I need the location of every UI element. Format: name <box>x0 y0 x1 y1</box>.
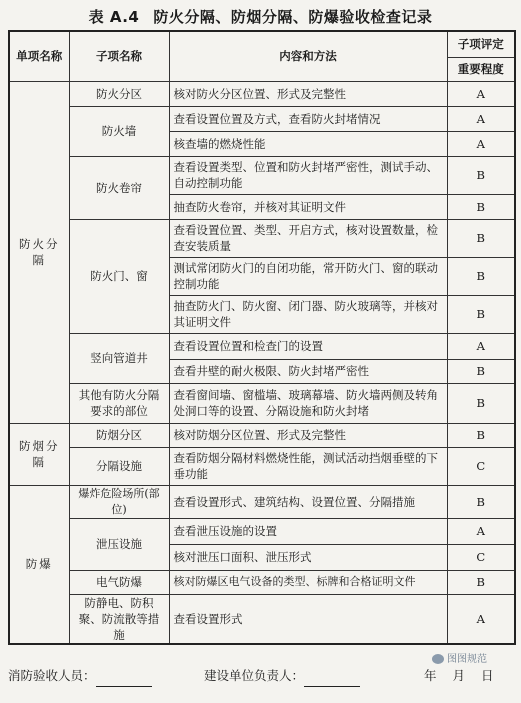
content-cell: 抽查防火门、防火窗、闭门器、防火玻璃等，并核对其证明文件 <box>169 295 447 333</box>
content-cell: 查看设置位置及方式，查看防火封堵情况 <box>169 106 447 131</box>
content-cell: 核对泄压口面积、泄压形式 <box>169 544 447 570</box>
subitem-cell: 防静电、防积聚、防流散等措施 <box>69 594 169 644</box>
owner-blank <box>304 672 360 687</box>
table-number: 表 A.4 <box>88 8 140 26</box>
level-cell: A <box>447 518 515 544</box>
subitem-cell: 泄压设施 <box>69 518 169 570</box>
level-cell: B <box>447 194 515 219</box>
header-importance: 重要程度 <box>447 57 515 81</box>
header-subitem: 子项名称 <box>69 31 169 81</box>
category-smoke-separation: 防烟分隔 <box>9 423 69 485</box>
watermark <box>432 650 487 665</box>
level-cell: B <box>447 359 515 383</box>
level-cell: A <box>447 106 515 131</box>
level-cell: B <box>447 570 515 594</box>
content-cell: 查看防烟分隔材料燃烧性能，测试活动挡烟垂壁的下垂功能 <box>169 447 447 485</box>
table-title: 防火分隔、防烟分隔、防爆验收检查记录 <box>153 8 433 26</box>
content-cell: 核对防烟分区位置、形式及完整性 <box>169 423 447 447</box>
content-cell: 测试常闭防火门的自闭功能，常开防火门、窗的联动控制功能 <box>169 257 447 295</box>
content-cell: 查看泄压设施的设置 <box>169 518 447 544</box>
content-cell: 核对防爆区电气设备的类型、标牌和合格证明文件 <box>169 570 447 594</box>
subitem-cell: 其他有防火分隔要求的部位 <box>69 383 169 423</box>
content-cell: 查看设置形式、建筑结构、设置位置、分隔措施 <box>169 485 447 518</box>
owner-label: 建设单位负责人： <box>204 668 305 683</box>
content-cell: 抽查防火卷帘，并核对其证明文件 <box>169 194 447 219</box>
header-item: 单项名称 <box>9 31 69 81</box>
level-cell: A <box>447 333 515 359</box>
wechat-icon <box>432 654 444 664</box>
content-cell: 查看井壁的耐火极限、防火封堵严密性 <box>169 359 447 383</box>
content-cell: 查看设置类型、位置和防火封堵严密性，测试手动、自动控制功能 <box>169 156 447 194</box>
level-cell: B <box>447 219 515 257</box>
subitem-cell: 防火门、窗 <box>69 219 169 333</box>
level-cell: C <box>447 447 515 485</box>
inspector-label: 消防验收人员： <box>8 668 96 683</box>
content-cell: 核对防火分区位置、形式及完整性 <box>169 81 447 106</box>
subitem-cell: 竖向管道井 <box>69 333 169 383</box>
level-cell: C <box>447 544 515 570</box>
subitem-cell: 电气防爆 <box>69 570 169 594</box>
inspection-table <box>8 30 516 645</box>
date-field: 年 月 日 <box>424 668 500 683</box>
subitem-cell: 分隔设施 <box>69 447 169 485</box>
level-cell: B <box>447 485 515 518</box>
content-cell: 查看设置位置、类型、开启方式，核对设置数量，检查安装质量 <box>169 219 447 257</box>
owner-signature <box>204 665 360 687</box>
category-fire-separation: 防火分隔 <box>9 81 69 423</box>
level-cell: A <box>447 594 515 644</box>
subitem-cell: 防火分区 <box>69 81 169 106</box>
subitem-cell: 防火卷帘 <box>69 156 169 219</box>
content-cell: 查看设置形式 <box>169 594 447 644</box>
level-cell: A <box>447 131 515 156</box>
subitem-cell: 防烟分区 <box>69 423 169 447</box>
page-title <box>0 6 521 27</box>
category-explosion-proof: 防爆 <box>9 485 69 644</box>
content-cell: 查看设置位置和检查门的设置 <box>169 333 447 359</box>
subitem-cell: 爆炸危险场所(部位) <box>69 485 169 518</box>
level-cell: B <box>447 295 515 333</box>
watermark-text: 图图规范 <box>447 654 487 665</box>
level-cell: B <box>447 156 515 194</box>
content-cell: 查看窗间墙、窗槛墙、玻璃幕墙、防火墙两侧及转角处洞口等的设置、分隔设施和防火封堵 <box>169 383 447 423</box>
inspector-signature <box>8 665 152 687</box>
content-cell: 核查墙的燃烧性能 <box>169 131 447 156</box>
level-cell: B <box>447 383 515 423</box>
header-rating: 子项评定 <box>447 31 515 57</box>
subitem-cell: 防火墙 <box>69 106 169 156</box>
header-content: 内容和方法 <box>169 31 447 81</box>
signature-footer <box>8 665 514 687</box>
level-cell: A <box>447 81 515 106</box>
inspector-blank <box>96 672 152 687</box>
level-cell: B <box>447 257 515 295</box>
level-cell: B <box>447 423 515 447</box>
